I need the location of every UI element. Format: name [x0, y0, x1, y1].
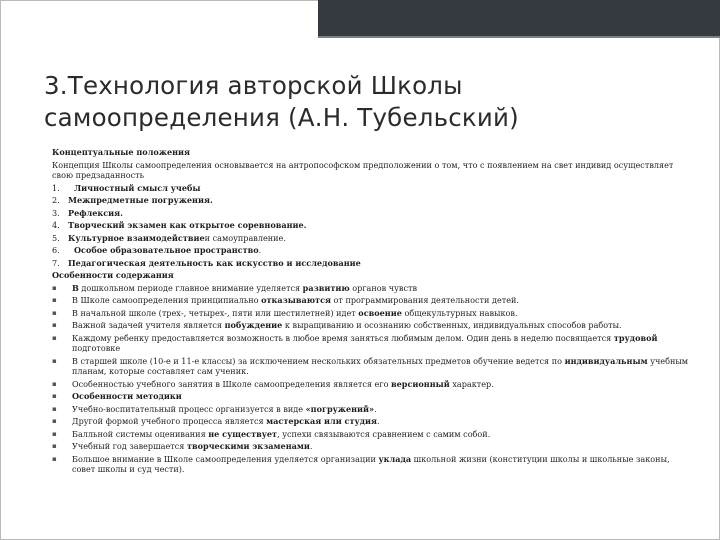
- numbered-item-text: Рефлексия.: [68, 207, 123, 218]
- numbered-item: [52, 195, 692, 206]
- numbered-item-number: 3.: [52, 207, 60, 218]
- bullet-icon: ▪: [52, 442, 57, 450]
- bullet-text: Важной задачей учителя является побуждение к выращиванию и осознанию собственных, индивидуальных способов работы.: [72, 320, 622, 330]
- bullet-item: [52, 454, 692, 475]
- bullet-icon: ▪: [52, 333, 57, 342]
- bullet-item: [52, 429, 692, 440]
- numbered-item-text: Личностный смысл учебы: [74, 182, 201, 193]
- numbered-item: [52, 208, 692, 219]
- concepts-heading: Концептуальные положения: [52, 147, 191, 157]
- bullet-item: [52, 356, 692, 377]
- bullet-icon: ▪: [52, 321, 57, 329]
- slide-top-bar: [318, 0, 720, 36]
- numbered-list: [52, 183, 692, 269]
- bullet-icon: ▪: [52, 454, 57, 463]
- bullet-icon: ▪: [52, 429, 57, 438]
- bullet-text: Каждому ребенку предоставляется возможность в любое время заняться любимым делом. Один день в неделю посвящается трудовой подготовке: [72, 332, 658, 353]
- bullet-icon: ▪: [52, 308, 57, 317]
- bullet-item: [52, 295, 692, 306]
- bullet-text: Большое внимание в Школе самоопределения уделяется организации уклада школьной жизни (конституции школы и школьные законы, совет школы и суд чести).: [72, 453, 670, 474]
- numbered-item-text: Особое образовательное пространство: [74, 245, 259, 255]
- bullet-icon: ▪: [52, 356, 57, 365]
- slide-title-line-1: 3.Технология авторской Школы: [44, 71, 463, 100]
- slide-title-line-2: самоопределения (А.Н. Тубельский): [44, 103, 519, 132]
- bullet-text: Учебно-воспитательный процесс организуется в виде «погружений».: [72, 403, 377, 414]
- numbered-item-text: Культурное взаимодействие: [68, 232, 205, 243]
- numbered-item: [52, 220, 692, 231]
- numbered-item-rest: и самоуправление.: [204, 232, 286, 243]
- bullet-text: Другой формой учебного процесса является мастерская или студия.: [72, 416, 380, 426]
- features-heading: Особенности содержания: [52, 270, 174, 280]
- bullet-icon: ▪: [52, 417, 57, 425]
- numbered-item: [52, 245, 692, 256]
- concepts-text: Концепция Школы самоопределения основывается на антропософском предположении о том, что с появлением на свет индивид осуществляет свою предзаданность: [52, 159, 674, 180]
- bullet-text: Особенностью учебного занятия в Школе самоопределения является его версионный характер.: [72, 378, 494, 389]
- bullet-item: [52, 379, 692, 390]
- slide-top-bar-accent: [318, 36, 720, 38]
- bullet-item: [52, 441, 692, 452]
- bullet-item: [52, 416, 692, 427]
- numbered-item-text: Творческий экзамен как открытое соревнование.: [68, 220, 307, 230]
- numbered-item-text: Межпредметные погружения.: [68, 195, 213, 205]
- numbered-item-rest: .: [258, 245, 262, 255]
- numbered-item-text: Педагогическая деятельность как искусство и исследование: [68, 257, 361, 268]
- bullet-text: В Школе самоопределения принципиально отказываются от программирования деятельности детей.: [72, 295, 520, 305]
- numbered-item-number: 4.: [52, 220, 60, 230]
- bullet-text: В дошкольном периоде главное внимание уделяется развитию органов чувств: [72, 282, 418, 293]
- bullet-text: В старшей школе (10-е и 11-е классы) за исключением нескольких обязательных предметов обучение ведется по индивидуальным учебным планам, которые составляет сам ученик.: [72, 355, 689, 376]
- bullet-icon: ▪: [52, 283, 57, 292]
- bullet-text: Учебный год завершается творческими экзаменами.: [72, 441, 313, 451]
- bullet-item: [52, 391, 692, 402]
- bullet-text: Балльной системы оценивания не существует, успехи связываются сравнением с самим собой.: [72, 428, 491, 439]
- bullet-item: [52, 283, 692, 294]
- numbered-item-number: 6.: [52, 245, 60, 255]
- numbered-item: [52, 258, 692, 269]
- bullet-item: [52, 333, 692, 354]
- numbered-item-number: 1.: [52, 182, 60, 193]
- bullet-list: [52, 283, 692, 475]
- bullet-text: В начальной школе (трех-, четырех-, пяти или шестилетней) идет освоение общекультурных навыков.: [72, 307, 518, 318]
- bullet-item: [52, 308, 692, 319]
- bullet-item: [52, 404, 692, 415]
- slide-title: [44, 70, 684, 134]
- bullet-icon: ▪: [52, 404, 57, 413]
- bullet-icon: ▪: [52, 379, 57, 388]
- numbered-item-number: 7.: [52, 257, 60, 268]
- bullet-icon: ▪: [52, 296, 57, 304]
- numbered-item-number: 2.: [52, 195, 60, 205]
- numbered-item-number: 5.: [52, 232, 60, 243]
- numbered-item: [52, 183, 692, 194]
- bullet-icon: ▪: [52, 392, 57, 400]
- slide-content: [52, 147, 692, 477]
- bullet-item: [52, 320, 692, 331]
- bullet-text: Особенности методики: [72, 391, 182, 401]
- numbered-item: [52, 233, 692, 244]
